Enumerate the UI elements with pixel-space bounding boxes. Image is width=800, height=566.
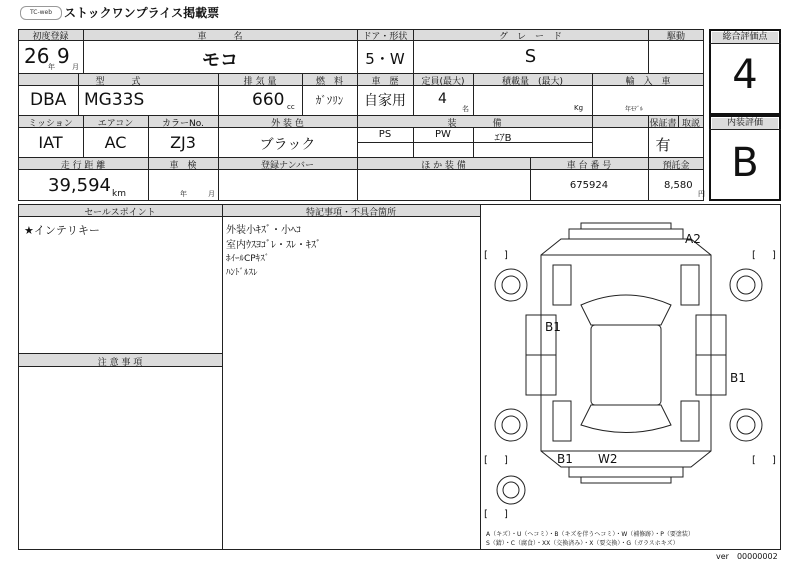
aircon-value: AC: [104, 133, 127, 152]
equipment-item: PW: [435, 129, 451, 140]
displacement-unit: cc: [287, 103, 295, 111]
label-overall-score: 総合評価点: [712, 32, 778, 43]
windshield-part: [581, 295, 671, 325]
wheel-part: [495, 269, 527, 301]
interior-score-value: B: [731, 140, 759, 186]
model-value: MG33S: [84, 90, 145, 110]
caution-header: 注 意 事 項: [97, 358, 143, 368]
bracket: [: [752, 455, 756, 466]
mission-value: IAT: [38, 133, 63, 152]
note-line: ﾎｲｰﾙCPｷｽﾞ: [226, 254, 270, 264]
label-recycle: 預託金: [662, 161, 690, 171]
car-diagram: [481, 205, 779, 525]
mileage-unit: km: [112, 189, 126, 199]
bracket: [: [484, 509, 488, 520]
label-mission: ミッション: [28, 119, 73, 129]
version-label: ver 00000002: [716, 552, 778, 561]
inspection-year-unit: 年: [180, 190, 187, 198]
inspection-month-unit: 月: [208, 190, 215, 198]
label-door-type: ドア・形状: [362, 32, 408, 42]
capacity-value: 4: [438, 91, 447, 107]
label-interior-score: 内装評価: [712, 118, 778, 129]
label-history: 車 歴: [371, 77, 399, 87]
bracket: [: [484, 455, 488, 466]
legend-line: S（錆）・C（腐食）・XX（交換済み）・X（要交換）・G（ガラスホキズ）: [486, 540, 679, 547]
bracket: ]: [772, 250, 776, 261]
label-grade: グ レ ー ド: [498, 32, 562, 42]
damage-mark: B1: [730, 371, 746, 385]
warranty-value: 有: [655, 136, 671, 154]
label-other-equipment: ほ か 装 備: [421, 161, 466, 171]
exterior-color-value: ブラック: [259, 137, 316, 153]
grade-value: S: [524, 46, 537, 67]
label-chassis: 車 台 番 号: [566, 161, 612, 171]
label-manual: 取説: [681, 119, 700, 129]
label-warranty: 保証書: [649, 119, 677, 129]
first-reg-month: 9: [57, 44, 70, 68]
label-capacity: 定員(最大): [421, 77, 465, 87]
roof-part: [591, 325, 661, 405]
bracket: ]: [504, 509, 508, 520]
recycle-unit: 円: [698, 190, 705, 198]
label-displacement: 排 気 量: [243, 77, 277, 87]
overall-score-value: 4: [732, 52, 758, 98]
damage-mark: B1: [557, 452, 573, 466]
label-mileage: 走 行 距 離: [60, 161, 106, 171]
sales-point-text: ★インテリキー: [24, 224, 100, 237]
label-color-no: カラーNo.: [162, 119, 204, 129]
legend-line: A（キズ）・U（ヘコミ）・B（キズを伴うヘコミ）・W（補修跡）・P（要塗装）: [486, 531, 694, 538]
mileage-value: 39,594: [48, 175, 111, 196]
notes-header: 特記事項・不具合箇所: [305, 208, 396, 218]
first-reg-year: 26: [24, 44, 50, 68]
history-value: 自家用: [364, 93, 406, 109]
label-type: 型 式: [95, 77, 141, 87]
logo-text: TC-web: [29, 9, 53, 16]
bracket: ]: [772, 455, 776, 466]
label-load: 積載量 (最大): [501, 77, 564, 87]
first-reg-year-unit: 年: [48, 63, 55, 71]
note-line: ﾊﾝﾄﾞﾙｽﾚ: [226, 268, 258, 278]
label-inspection: 車 検: [169, 161, 197, 171]
bracket: ]: [504, 455, 508, 466]
damage-mark: B1: [545, 320, 561, 334]
label-equipment: 装 備: [447, 119, 502, 129]
bracket: [: [484, 250, 488, 261]
car-name-value: モコ: [202, 50, 238, 71]
note-line: 外装小ｷｽﾞ・小ﾍｺ: [226, 225, 301, 236]
color-no-value: ZJ3: [170, 133, 196, 152]
label-drive: 駆動: [666, 32, 685, 42]
chassis-value: 675924: [569, 180, 609, 191]
label-aircon: エアコン: [97, 119, 134, 129]
door-type-value: 5・W: [365, 50, 405, 68]
capacity-unit: 名: [462, 105, 469, 113]
damage-mark: A2: [685, 232, 701, 246]
bracket: [: [752, 250, 756, 261]
note-line: 室内ｳｽﾖｺﾞﾚ・ｽﾚ・ｷｽﾞ: [226, 240, 321, 251]
logo: [20, 6, 62, 20]
import-note: 年ﾓﾃﾞﾙ: [625, 106, 644, 113]
first-reg-month-unit: 月: [72, 63, 79, 71]
recycle-value: 8,580: [664, 180, 693, 191]
equipment-item: ｴｱB: [494, 133, 512, 144]
displacement-value: 660: [252, 90, 285, 110]
damage-mark: W2: [598, 452, 618, 466]
sales-point-header: セールスポイント: [84, 208, 156, 218]
label-fuel: 燃 料: [315, 77, 343, 87]
label-import: 輸 入 車: [625, 77, 671, 87]
bracket: ]: [504, 250, 508, 261]
type-prefix-value: DBA: [30, 90, 67, 110]
label-exterior-color: 外 装 色: [271, 119, 304, 129]
fuel-value: ｶﾞｿﾘﾝ: [315, 94, 344, 107]
page-title: ストックワンプライス掲載票: [64, 6, 220, 20]
equipment-item: PS: [378, 129, 392, 140]
label-car-name: 車 名: [197, 32, 243, 42]
load-unit: Kg: [574, 104, 584, 112]
label-plate: 登録ナンバー: [261, 161, 314, 171]
front-bumper-part: [569, 229, 683, 239]
label-first-reg: 初度登録: [32, 32, 69, 42]
spare-tire-part: [497, 476, 525, 504]
